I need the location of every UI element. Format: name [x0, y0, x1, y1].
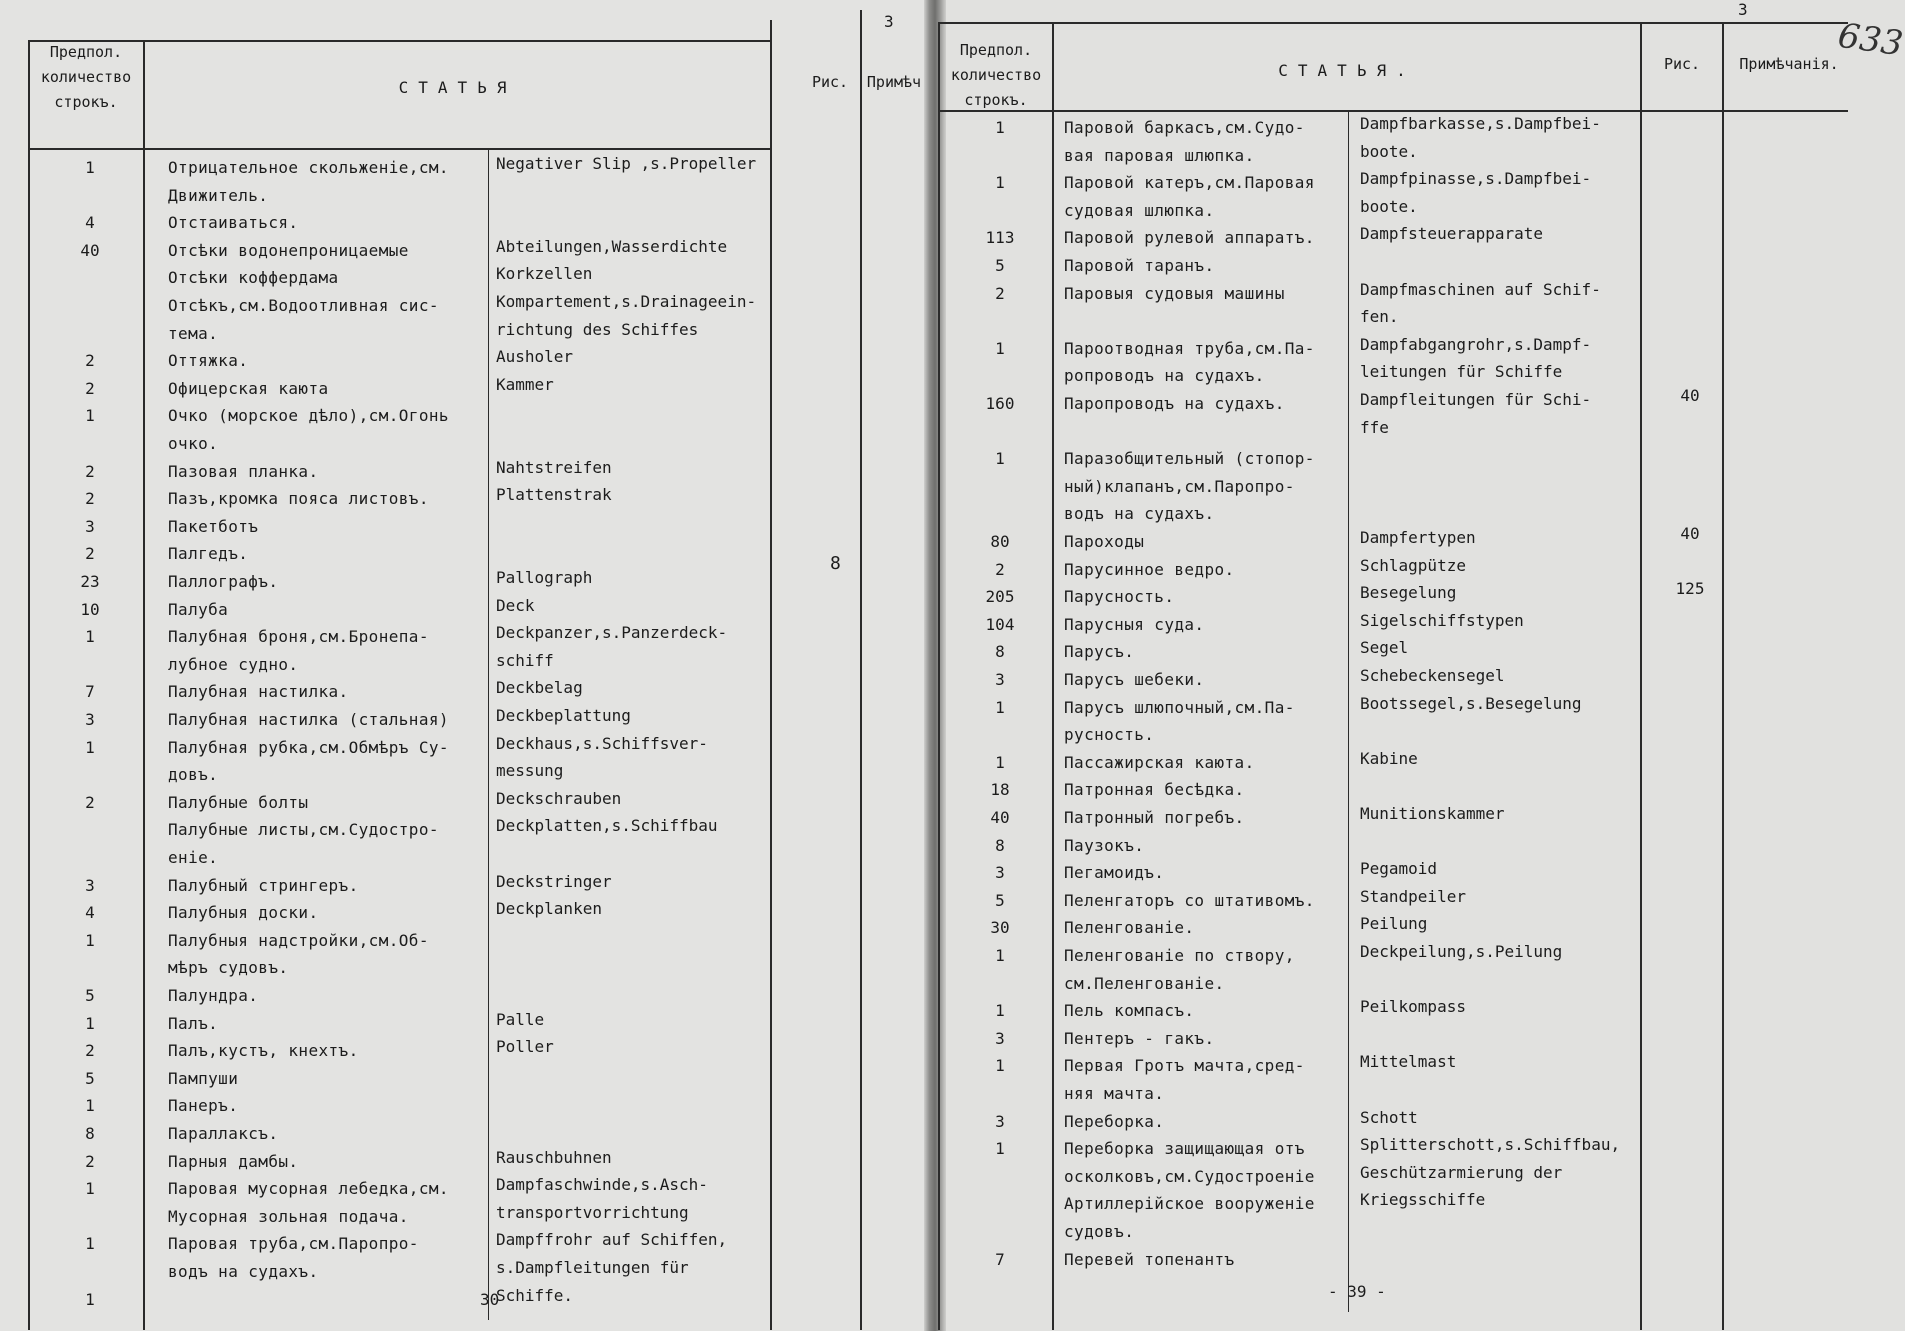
- row-term-ru: Палубная рубка,см.Обмѣръ Су-: [168, 738, 449, 757]
- row-term-de: Segel: [1360, 638, 1409, 657]
- row-term-ru: Переборка.: [1064, 1112, 1165, 1131]
- row-term-ru: Паузокъ.: [1064, 836, 1145, 855]
- row-term-ru: Пазъ,кромка пояса листовъ.: [168, 489, 429, 508]
- row-term-de: Deckstringer: [496, 872, 612, 891]
- row-count: 30: [990, 918, 1010, 937]
- row-term-ru: Первая Гротъ мачта,сред-: [1064, 1056, 1305, 1075]
- left-col-divider-1: [143, 40, 145, 1330]
- row-term-ru: Мусорная зольная подача.: [168, 1207, 409, 1226]
- left-header-article: СТАТЬЯ: [398, 78, 517, 97]
- row-term-ru: Паропроводъ на судахъ.: [1064, 394, 1285, 413]
- row-term-ru: Переборка защищающая отъ: [1064, 1139, 1305, 1158]
- row-term-de: Schott: [1360, 1108, 1418, 1127]
- row-count: 2: [995, 284, 1005, 303]
- row-term-de: Deckpanzer,s.Panzerdeck-: [496, 623, 728, 642]
- row-term-ru: Пазовая планка.: [168, 462, 319, 481]
- row-count: 1: [995, 173, 1005, 192]
- row-count: 1: [85, 158, 95, 177]
- row-term-ru: Палубныя надстройки,см.Об-: [168, 931, 429, 950]
- row-count: 3: [995, 1112, 1005, 1131]
- row-term-de: Abteilungen,Wasserdichte: [496, 237, 728, 256]
- row-term-ru: Отсѣки водонепроницаемые: [168, 241, 409, 260]
- row-count: 8: [995, 836, 1005, 855]
- left-fig-marker: 8: [830, 553, 841, 574]
- row-count: 1: [85, 1014, 95, 1033]
- row-term-ru: тема.: [168, 324, 219, 343]
- row-count: 2: [85, 489, 95, 508]
- row-count: 4: [85, 213, 95, 232]
- row-term-ru: Палуба: [168, 600, 229, 619]
- row-term-de: Dampfaschwinde,s.Asch-: [496, 1175, 708, 1194]
- row-term-de: Dampfmaschinen auf Schif-: [1360, 280, 1601, 299]
- row-term-ru: Пассажирская каюта.: [1064, 753, 1255, 772]
- row-term-de: Munitionskammer: [1360, 804, 1505, 823]
- row-term-ru: Палубные болты: [168, 793, 309, 812]
- row-term-de: Kriegsschiffe: [1360, 1190, 1486, 1209]
- row-count: 1: [995, 946, 1005, 965]
- row-count: 160: [985, 394, 1015, 413]
- left-page: [0, 0, 930, 1331]
- row-count: 5: [85, 986, 95, 1005]
- row-term-de: Deckplatten,s.Schiffbau: [496, 816, 718, 835]
- right-col-divider-3: [1722, 22, 1724, 1330]
- row-term-ru: Палгедъ.: [168, 544, 249, 563]
- row-term-ru: Палубная настилка (стальная): [168, 710, 449, 729]
- left-col-divider-de: [488, 150, 489, 1320]
- row-term-ru: Парусъ шебеки.: [1064, 670, 1205, 689]
- row-term-de: Dampfpinasse,s.Dampfbei-: [1360, 169, 1592, 188]
- row-term-ru: Отсѣкъ,см.Водоотливная сис-: [168, 296, 439, 315]
- row-term-de: Poller: [496, 1037, 554, 1056]
- row-term-de: fen.: [1360, 307, 1399, 326]
- row-term-de: transportvorrichtung: [496, 1203, 689, 1222]
- row-count: 2: [85, 544, 95, 563]
- row-fig: 40: [1680, 386, 1700, 405]
- row-term-ru: ропроводъ на судахъ.: [1064, 366, 1265, 385]
- row-term-ru: Паровой баркасъ,см.Судо-: [1064, 118, 1305, 137]
- row-term-ru: Паразобщительный (стопор-: [1064, 449, 1315, 468]
- left-header-fig: Рис.: [811, 73, 849, 91]
- row-term-de: Kammer: [496, 375, 554, 394]
- row-count: 1: [85, 406, 95, 425]
- row-term-de: Dampfbarkasse,s.Dampfbei-: [1360, 114, 1601, 133]
- row-term-de: Bootssegel,s.Besegelung: [1360, 694, 1582, 713]
- row-term-de: Dampfabgangrohr,s.Dampf-: [1360, 335, 1592, 354]
- row-count: 7: [995, 1250, 1005, 1269]
- row-term-de: Standpeiler: [1360, 887, 1466, 906]
- row-count: 2: [85, 1152, 95, 1171]
- row-term-ru: Паллографъ.: [168, 572, 279, 591]
- row-term-ru: Пентеръ - гакъ.: [1064, 1029, 1215, 1048]
- row-term-de: richtung des Schiffes: [496, 320, 699, 339]
- right-header-count: Предпол. количество строкъ.: [950, 41, 1042, 109]
- row-count: 5: [995, 891, 1005, 910]
- row-term-ru: Отсѣки коффердама: [168, 268, 339, 287]
- row-count: 10: [80, 600, 100, 619]
- row-term-ru: Пеленгаторъ со штативомъ.: [1064, 891, 1315, 910]
- row-term-de: Peilung: [1360, 914, 1428, 933]
- row-term-ru: Паровыя судовыя машины: [1064, 284, 1285, 303]
- left-header-note: Примѣч: [866, 73, 922, 91]
- row-term-ru: Движитель.: [168, 186, 269, 205]
- right-header-fig: Рис.: [1663, 55, 1701, 73]
- row-term-de: Schebeckensegel: [1360, 666, 1505, 685]
- right-header-divider: [938, 110, 1848, 112]
- row-count: 2: [85, 793, 95, 812]
- row-term-de: Nahtstreifen: [496, 458, 612, 477]
- row-term-ru: Пегамоидъ.: [1064, 863, 1165, 882]
- row-term-ru: вая паровая шлюпка.: [1064, 146, 1255, 165]
- row-term-de: Besegelung: [1360, 583, 1457, 602]
- row-term-ru: русность.: [1064, 725, 1155, 744]
- row-term-de: Ausholer: [496, 347, 574, 366]
- row-count: 1: [995, 1056, 1005, 1075]
- row-term-ru: Пароходы: [1064, 532, 1145, 551]
- row-term-de: Deck: [496, 596, 535, 615]
- row-term-ru: Панеръ.: [168, 1096, 239, 1115]
- row-count: 2: [85, 462, 95, 481]
- row-term-de: leitungen für Schiffe: [1360, 362, 1563, 381]
- row-count: 3: [85, 710, 95, 729]
- handwritten-folio: 633: [1835, 15, 1905, 65]
- row-term-ru: очко.: [168, 434, 219, 453]
- row-term-de: Rauschbuhnen: [496, 1148, 612, 1167]
- row-term-ru: Отрицательное скольженіе,см.: [168, 158, 449, 177]
- row-count: 2: [85, 351, 95, 370]
- row-term-de: schiff: [496, 651, 554, 670]
- row-term-ru: Пель компасъ.: [1064, 1001, 1195, 1020]
- row-count: 40: [80, 241, 100, 260]
- row-term-ru: Офицерская каюта: [168, 379, 329, 398]
- row-count: 8: [995, 642, 1005, 661]
- right-top-border: [938, 22, 1848, 24]
- row-count: 113: [985, 228, 1015, 247]
- row-term-ru: Парусъ шлюпочный,см.Па-: [1064, 698, 1295, 717]
- left-header-count: Предпол. количество строкъ.: [40, 43, 132, 111]
- row-term-ru: Артиллерійское вооруженіе: [1064, 1194, 1315, 1213]
- row-term-ru: Парусность.: [1064, 587, 1175, 606]
- row-count: 8: [85, 1124, 95, 1143]
- row-count: 2: [85, 379, 95, 398]
- left-bottom-number: 30: [480, 1290, 500, 1309]
- row-count: 3: [995, 670, 1005, 689]
- row-count: 1: [85, 931, 95, 950]
- row-term-de: s.Dampfleitungen für: [496, 1258, 689, 1277]
- row-term-de: Korkzellen: [496, 264, 593, 283]
- row-term-ru: Патронная бесѣдка.: [1064, 780, 1245, 799]
- row-term-de: Deckschrauben: [496, 789, 622, 808]
- row-term-ru: ный)клапанъ,см.Паропро-: [1064, 477, 1295, 496]
- row-count: 4: [85, 903, 95, 922]
- right-header-article: СТАТЬЯ.: [1278, 61, 1416, 80]
- row-count: 1: [995, 1001, 1005, 1020]
- row-count: 1: [85, 738, 95, 757]
- row-term-de: ffe: [1360, 418, 1389, 437]
- row-count: 23: [80, 572, 100, 591]
- row-term-de: Deckpeilung,s.Peilung: [1360, 942, 1563, 961]
- row-term-de: messung: [496, 761, 564, 780]
- right-page-footer: - 39 -: [1328, 1282, 1386, 1301]
- right-col-divider-de: [1348, 112, 1349, 1312]
- row-term-ru: Парусныя суда.: [1064, 615, 1205, 634]
- right-col-divider-2: [1640, 22, 1642, 1330]
- row-count: 3: [995, 863, 1005, 882]
- row-term-ru: Палъ.: [168, 1014, 219, 1033]
- row-term-de: Plattenstrak: [496, 485, 612, 504]
- row-term-de: Dampfertypen: [1360, 528, 1476, 547]
- row-term-ru: еніе.: [168, 848, 219, 867]
- row-term-ru: Палъ,кустъ, кнехтъ.: [168, 1041, 359, 1060]
- row-term-ru: судовая шлюпка.: [1064, 201, 1215, 220]
- row-term-ru: лубное судно.: [168, 655, 299, 674]
- row-count: 3: [995, 1029, 1005, 1048]
- row-term-de: Splitterschott,s.Schiffbau,: [1360, 1135, 1621, 1154]
- book-spine: [924, 0, 946, 1331]
- row-term-ru: Отстаиваться.: [168, 213, 299, 232]
- row-term-ru: Парныя дамбы.: [168, 1152, 299, 1171]
- row-count: 1: [995, 118, 1005, 137]
- row-term-ru: Очко (морское дѣло),см.Огонь: [168, 406, 449, 425]
- row-term-de: Deckhaus,s.Schiffsver-: [496, 734, 708, 753]
- right-header-note: Примѣчанія.: [1739, 55, 1839, 73]
- row-term-ru: Палубная настилка.: [168, 682, 349, 701]
- row-term-ru: Парусъ.: [1064, 642, 1135, 661]
- row-count: 5: [995, 256, 1005, 275]
- left-page-number: 3: [884, 12, 894, 31]
- row-term-de: Schlagpütze: [1360, 556, 1466, 575]
- row-count: 1: [995, 1139, 1005, 1158]
- row-count: 18: [990, 780, 1010, 799]
- row-term-de: Pallograph: [496, 568, 593, 587]
- row-count: 2: [995, 560, 1005, 579]
- row-count: 1: [995, 753, 1005, 772]
- row-term-ru: Перевей топенантъ: [1064, 1250, 1235, 1269]
- row-term-de: boote.: [1360, 142, 1418, 161]
- right-page-number: 3: [1738, 0, 1748, 19]
- left-border: [28, 40, 30, 1330]
- row-term-de: Negativer Slip ,s.Propeller: [496, 154, 757, 173]
- row-term-ru: Пакетботъ: [168, 517, 259, 536]
- row-term-ru: Паровой таранъ.: [1064, 256, 1215, 275]
- row-term-ru: няя мачта.: [1064, 1084, 1165, 1103]
- row-term-ru: Патронный погребъ.: [1064, 808, 1245, 827]
- row-count: 205: [985, 587, 1015, 606]
- row-term-ru: Паровой катеръ,см.Паровая: [1064, 173, 1315, 192]
- row-count: 1: [995, 449, 1005, 468]
- row-term-ru: мѣръ судовъ.: [168, 958, 289, 977]
- row-term-de: Kabine: [1360, 749, 1418, 768]
- row-term-ru: Пампуши: [168, 1069, 239, 1088]
- row-term-ru: Пароотводная труба,см.Па-: [1064, 339, 1315, 358]
- row-term-de: Peilkompass: [1360, 997, 1466, 1016]
- row-count: 7: [85, 682, 95, 701]
- row-count: 1: [85, 1234, 95, 1253]
- row-count: 1: [995, 698, 1005, 717]
- row-count: 1: [995, 339, 1005, 358]
- row-term-de: boote.: [1360, 197, 1418, 216]
- right-col-divider-1: [1052, 22, 1054, 1330]
- row-term-ru: Пеленгованіе.: [1064, 918, 1195, 937]
- row-term-de: Dampfsteuerapparate: [1360, 224, 1544, 243]
- row-term-de: Geschützarmierung der: [1360, 1163, 1563, 1182]
- row-term-de: Pegamoid: [1360, 859, 1438, 878]
- row-count: 104: [985, 615, 1015, 634]
- left-col-divider-3: [860, 10, 862, 1330]
- row-term-de: Mittelmast: [1360, 1052, 1457, 1071]
- row-count: 3: [85, 517, 95, 536]
- row-term-ru: Палубная броня,см.Бронепа-: [168, 627, 429, 646]
- left-header-divider: [28, 148, 770, 150]
- row-term-ru: Палундра.: [168, 986, 259, 1005]
- row-term-ru: Параллаксъ.: [168, 1124, 279, 1143]
- row-term-ru: Паровая мусорная лебедка,см.: [168, 1179, 449, 1198]
- row-term-ru: водъ на судахъ.: [168, 1262, 319, 1281]
- row-term-de: Kompartement,s.Drainageein-: [496, 292, 757, 311]
- row-count: 1: [85, 1290, 95, 1309]
- row-fig: 125: [1675, 579, 1705, 598]
- row-fig: 40: [1680, 524, 1700, 543]
- row-term-de: Deckbelag: [496, 678, 583, 697]
- row-term-de: Palle: [496, 1010, 545, 1029]
- row-count: 1: [85, 1096, 95, 1115]
- row-count: 5: [85, 1069, 95, 1088]
- row-count: 2: [85, 1041, 95, 1060]
- row-count: 80: [990, 532, 1010, 551]
- row-term-ru: Оттяжка.: [168, 351, 249, 370]
- row-term-ru: водъ на судахъ.: [1064, 504, 1215, 523]
- row-term-ru: судовъ.: [1064, 1222, 1135, 1241]
- row-term-ru: Палубныя доски.: [168, 903, 319, 922]
- row-term-ru: см.Пеленгованіе.: [1064, 974, 1225, 993]
- row-count: 3: [85, 876, 95, 895]
- row-term-ru: Паровая труба,см.Паропро-: [168, 1234, 419, 1253]
- row-term-de: Deckplanken: [496, 899, 602, 918]
- row-term-ru: Палубный стрингеръ.: [168, 876, 359, 895]
- right-border: [938, 22, 940, 1330]
- row-count: 1: [85, 627, 95, 646]
- row-term-ru: Паровой рулевой аппаратъ.: [1064, 228, 1315, 247]
- row-term-ru: Палубные листы,см.Судостро-: [168, 820, 439, 839]
- row-term-ru: Пеленгованіе по створу,: [1064, 946, 1295, 965]
- row-term-de: Schiffe.: [496, 1286, 574, 1305]
- row-term-ru: Парусинное ведро.: [1064, 560, 1235, 579]
- row-term-ru: довъ.: [168, 765, 219, 784]
- row-term-de: Dampffrohr auf Schiffen,: [496, 1230, 728, 1249]
- row-term-de: Dampfleitungen für Schi-: [1360, 390, 1592, 409]
- left-col-divider-2: [770, 20, 772, 1330]
- row-term-ru: осколковъ,см.Судостроеніе: [1064, 1167, 1315, 1186]
- row-count: 1: [85, 1179, 95, 1198]
- row-term-de: Sigelschiffstypen: [1360, 611, 1524, 630]
- row-term-de: Deckbeplattung: [496, 706, 631, 725]
- row-count: 40: [990, 808, 1010, 827]
